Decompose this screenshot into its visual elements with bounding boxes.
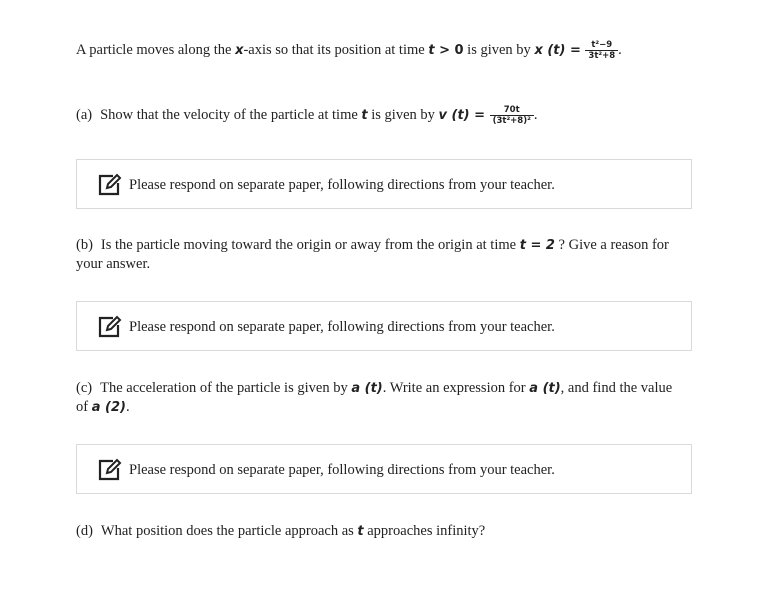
position-fraction bbox=[585, 40, 618, 61]
acceleration-function: a (t) bbox=[351, 381, 383, 396]
part-a bbox=[76, 105, 537, 126]
intro-text: is given by bbox=[463, 41, 535, 58]
part-c bbox=[76, 379, 672, 398]
period: . bbox=[618, 41, 622, 58]
part-label: (c) bbox=[76, 380, 93, 396]
edit-icon bbox=[97, 458, 123, 482]
equals-sign: = bbox=[469, 107, 490, 123]
edit-icon bbox=[97, 315, 123, 339]
part-label: (b) bbox=[76, 237, 93, 253]
part-b-continued bbox=[76, 255, 150, 274]
part-text: Is the particle moving toward the origin or away from the origin at time bbox=[100, 237, 520, 253]
t-variable: t bbox=[357, 524, 364, 539]
velocity-fraction bbox=[490, 105, 534, 126]
fraction-numerator: t²−9 bbox=[585, 40, 618, 51]
zero-value: 0 bbox=[454, 42, 464, 58]
response-instructions: Please respond on separate paper, following directions from your teacher. bbox=[129, 177, 555, 193]
part-label: (a) bbox=[76, 106, 93, 123]
t-variable: t bbox=[361, 107, 368, 123]
acceleration-at-2: a (2) bbox=[91, 400, 126, 415]
response-box-a[interactable] bbox=[76, 159, 692, 209]
intro-statement bbox=[76, 40, 622, 61]
acceleration-function: a (t) bbox=[529, 381, 561, 396]
response-instructions: Please respond on separate paper, following directions from your teacher. bbox=[129, 462, 555, 478]
response-box-b[interactable] bbox=[76, 301, 692, 351]
response-instructions: Please respond on separate paper, following directions from your teacher. bbox=[129, 319, 555, 335]
fraction-denominator: (3t²+8)² bbox=[492, 116, 531, 126]
part-c-continued bbox=[76, 398, 130, 417]
t-variable: t bbox=[428, 42, 435, 58]
fraction-numerator: 70t bbox=[490, 105, 534, 116]
part-text: of bbox=[76, 399, 92, 415]
part-text: The acceleration of the particle is given by bbox=[100, 380, 352, 396]
part-text: your answer. bbox=[76, 256, 151, 272]
part-text: . Write an expression for bbox=[382, 380, 530, 396]
part-text: is given by bbox=[367, 106, 439, 123]
part-text: What position does the particle approach as bbox=[100, 523, 358, 539]
edit-icon bbox=[97, 173, 123, 197]
response-box-c[interactable] bbox=[76, 444, 692, 494]
position-function: x (t) bbox=[534, 42, 566, 58]
fraction-denominator: 3t²+8 bbox=[588, 51, 616, 61]
part-text: ? Give a reason for bbox=[554, 237, 669, 253]
intro-text: -axis so that its position at time bbox=[243, 41, 429, 58]
intro-text: A particle moves along the bbox=[76, 41, 236, 58]
part-text: Show that the velocity of the particle at time bbox=[100, 106, 362, 123]
equals-sign: = bbox=[565, 42, 586, 58]
part-label: (d) bbox=[76, 523, 93, 539]
velocity-function: v (t) bbox=[438, 107, 470, 123]
period: . bbox=[125, 399, 130, 415]
period: . bbox=[533, 106, 538, 123]
part-text: , and find the value bbox=[560, 380, 673, 396]
x-variable: x bbox=[235, 42, 244, 58]
part-text: approaches infinity? bbox=[363, 523, 486, 539]
t-equals-2: t = 2 bbox=[519, 238, 555, 253]
part-d bbox=[76, 522, 485, 541]
gt-symbol: > bbox=[434, 42, 455, 58]
part-b bbox=[76, 236, 669, 255]
